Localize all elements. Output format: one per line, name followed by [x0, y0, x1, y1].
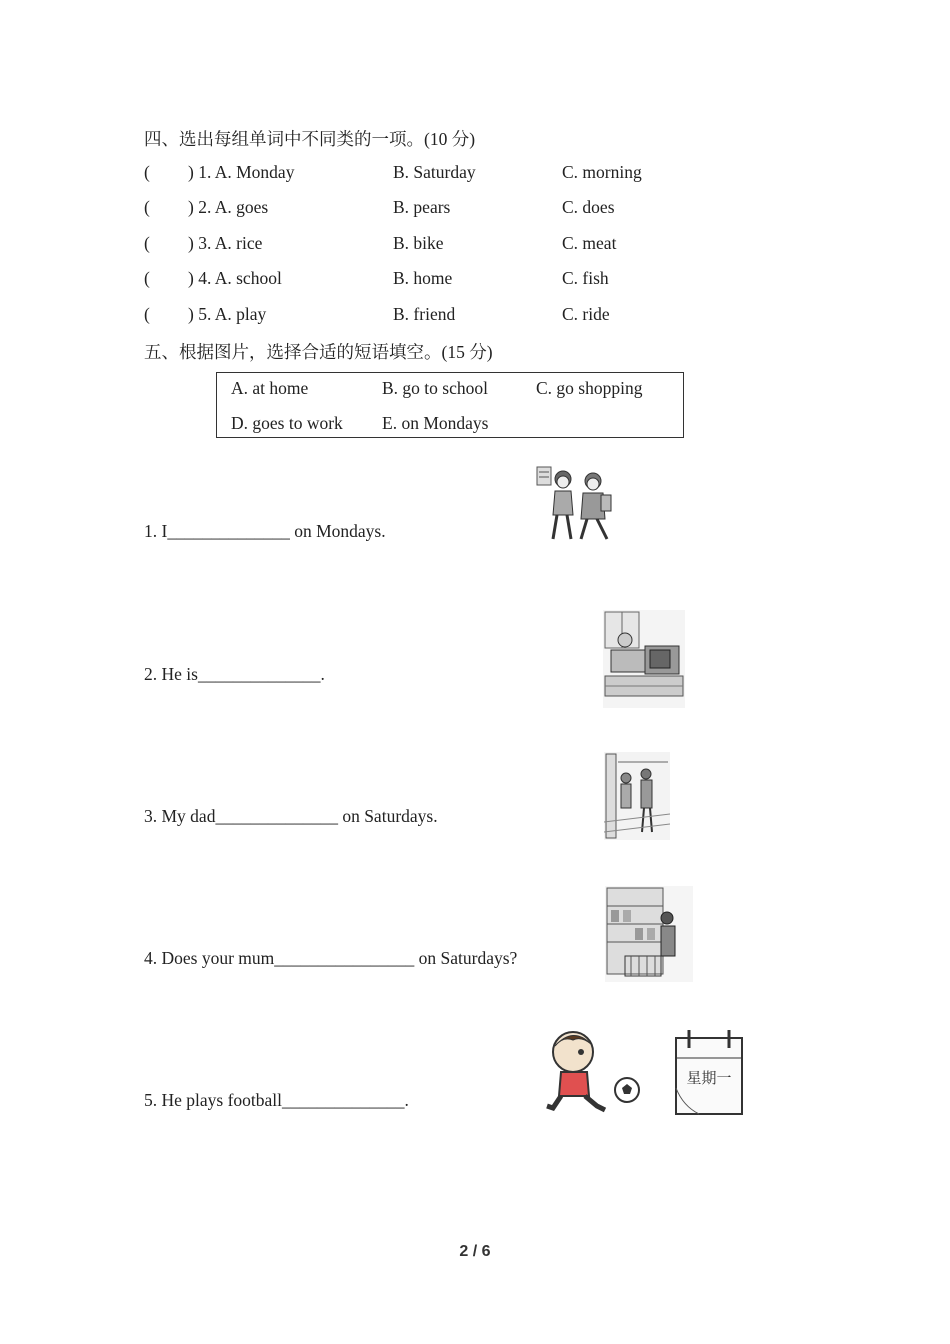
- option-a: ) 1. A. Monday: [188, 162, 295, 182]
- option-a: ) 2. A. goes: [188, 197, 269, 217]
- phrase-option: E. on Mondays: [382, 413, 489, 433]
- phrase-option: A. at home: [231, 378, 309, 398]
- office-workers-image: [604, 752, 670, 840]
- answer-bracket[interactable]: (: [144, 233, 150, 253]
- option-c: C. does: [562, 197, 615, 217]
- option-c: C. fish: [562, 268, 609, 288]
- option-a: ) 3. A. rice: [188, 233, 263, 253]
- option-b: B. bike: [393, 233, 444, 253]
- phrase-option: D. goes to work: [231, 413, 343, 433]
- page-number: 2 / 6: [459, 1243, 491, 1260]
- option-c: C. morning: [562, 162, 642, 182]
- fill-question: 3. My dad______________ on Saturdays.: [144, 806, 438, 826]
- option-a: ) 5. A. play: [188, 304, 267, 324]
- option-b: B. Saturday: [393, 162, 476, 182]
- children-walking-to-school-image: [535, 463, 620, 543]
- fill-question: 1. I______________ on Mondays.: [144, 521, 386, 541]
- phrase-option: C. go shopping: [536, 378, 643, 398]
- phrase-option: B. go to school: [382, 378, 488, 398]
- fill-question: 2. He is______________.: [144, 664, 325, 684]
- option-b: B. friend: [393, 304, 456, 324]
- supermarket-shopping-image: [605, 886, 693, 982]
- option-c: C. ride: [562, 304, 610, 324]
- calendar-label: 星期一: [686, 1069, 732, 1087]
- section-4-title: 四、选出每组单词中不同类的一项。(10 分): [144, 129, 476, 149]
- boy-at-home-image: [603, 610, 685, 708]
- answer-bracket[interactable]: (: [144, 162, 150, 182]
- fill-question: 4. Does your mum________________ on Saturdays?: [144, 948, 518, 968]
- answer-bracket[interactable]: (: [144, 197, 150, 217]
- option-c: C. meat: [562, 233, 617, 253]
- fill-question: 5. He plays football______________.: [144, 1090, 409, 1110]
- phrase-box: [216, 372, 684, 438]
- calendar-monday-image: [673, 1028, 745, 1118]
- option-b: B. home: [393, 268, 453, 288]
- option-b: B. pears: [393, 197, 451, 217]
- boy-playing-football-image: [543, 1026, 643, 1120]
- answer-bracket[interactable]: (: [144, 268, 150, 288]
- answer-bracket[interactable]: (: [144, 304, 150, 324]
- option-a: ) 4. A. school: [188, 268, 282, 288]
- section-5-title: 五、根据图片，选择合适的短语填空。(15 分): [144, 342, 493, 362]
